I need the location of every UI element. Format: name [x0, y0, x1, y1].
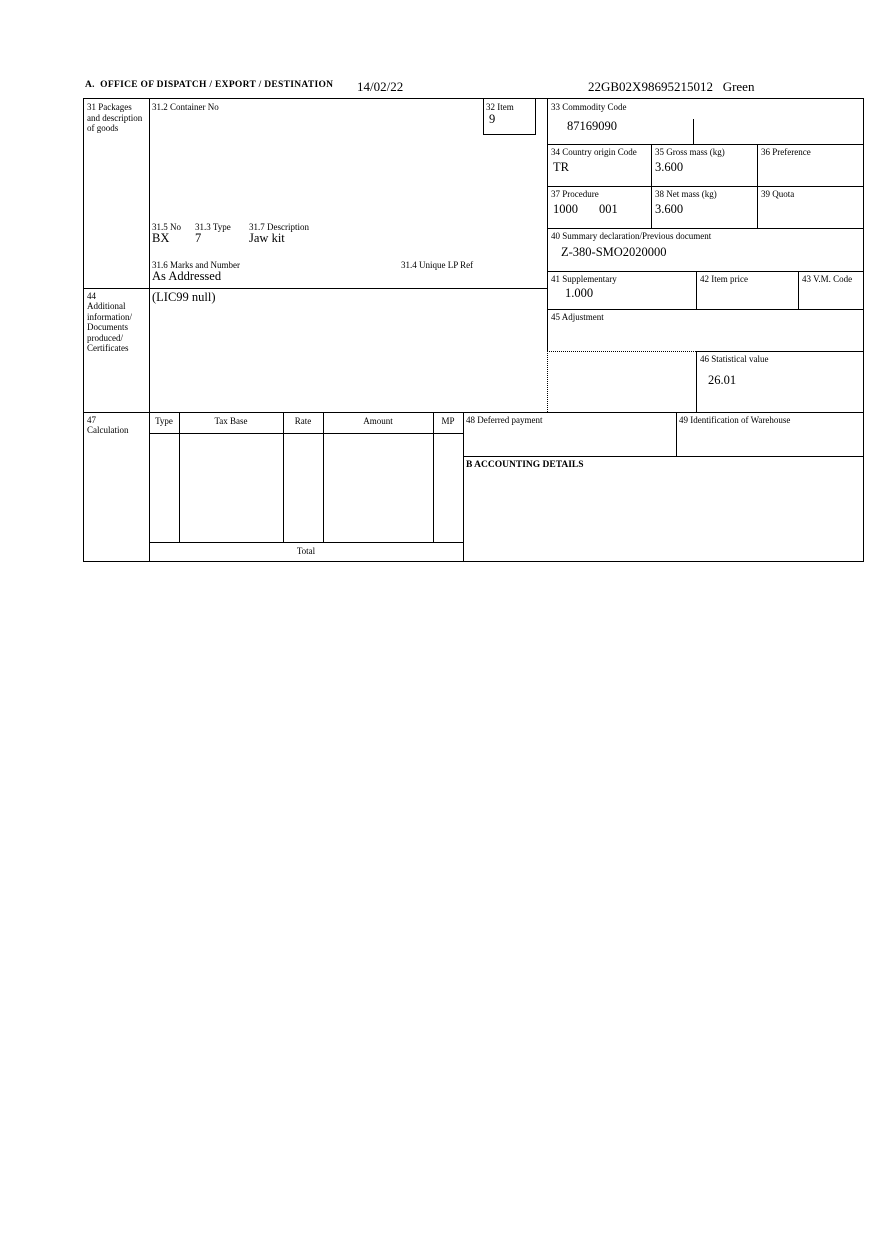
box47-column-tax-base: Tax Base	[214, 416, 248, 426]
box31-packages-label: 31 Packages and description of goods	[87, 102, 143, 133]
box39-quota-label: 39 Quota	[761, 189, 795, 199]
box47-column-type: Type	[155, 416, 173, 426]
divider-line	[676, 412, 677, 456]
box40-summary-declaration-value: Z-380-SMO2020000	[561, 245, 667, 259]
divider-line	[84, 288, 547, 289]
box48-deferred-payment-label: 48 Deferred payment	[466, 415, 543, 425]
box31-marks-number-label: 31.6 Marks and Number	[152, 260, 240, 270]
box32-item-value: 9	[489, 112, 496, 126]
divider-line	[547, 144, 863, 145]
box34-country-origin-label: 34 Country origin Code	[551, 147, 637, 157]
box32-item-label: 32 Item	[486, 102, 514, 112]
divider-line	[547, 309, 863, 310]
box35-gross-mass-value: 3.600	[655, 160, 684, 174]
box37-procedure-label: 37 Procedure	[551, 189, 599, 199]
box31-no-label: 31.5 No	[152, 222, 181, 232]
divider-line	[547, 186, 863, 187]
divider-line	[798, 271, 799, 309]
divider-line	[483, 99, 484, 134]
box49-warehouse-label: 49 Identification of Warehouse	[679, 415, 791, 425]
box42-item-price-label: 42 Item price	[700, 274, 748, 284]
divider-line	[696, 351, 863, 352]
box38-net-mass-label: 38 Net mass (kg)	[655, 189, 717, 199]
box34-country-origin-value: TR	[553, 160, 569, 174]
box37-procedure-value-left: 1000	[553, 202, 578, 216]
divider-line	[323, 412, 324, 542]
divider-line	[149, 99, 150, 561]
divider-line	[535, 99, 536, 134]
box31-marks-number-value: As Addressed	[152, 269, 222, 283]
box41-supplementary-label: 41 Supplementary	[551, 274, 617, 284]
box31-type-value: 7	[195, 231, 202, 245]
declaration-reference: 22GB02X98695215012 Green	[588, 79, 755, 94]
divider-line	[149, 542, 463, 543]
box47-column-mp: MP	[441, 416, 455, 426]
commodity-code-tick-line	[693, 119, 694, 144]
divider-line	[149, 433, 463, 434]
boxB-accounting-details-label: B ACCOUNTING DETAILS	[466, 460, 584, 470]
divider-line	[463, 456, 863, 457]
office-of-dispatch-label: A. OFFICE OF DISPATCH / EXPORT / DESTINATION	[85, 80, 334, 90]
box40-summary-declaration-label: 40 Summary declaration/Previous document	[551, 231, 712, 241]
box35-gross-mass-label: 35 Gross mass (kg)	[655, 147, 725, 157]
box45-adjustment-label: 45 Adjustment	[551, 312, 604, 322]
box31-unique-lp-ref-label: 31.4 Unique LP Ref	[401, 260, 474, 270]
box38-net-mass-value: 3.600	[655, 202, 684, 216]
declaration-date: 14/02/22	[357, 79, 404, 94]
form-grid	[83, 98, 864, 562]
divider-line	[433, 412, 434, 542]
box36-preference-label: 36 Preference	[761, 147, 811, 157]
box33-commodity-code-value: 87169090	[567, 119, 617, 133]
box44-additional-info-value: (LIC99 null)	[152, 290, 216, 304]
divider-line	[547, 228, 863, 229]
dotted-divider-line	[547, 351, 696, 352]
dotted-divider-line	[547, 351, 548, 412]
box31-description-value: Jaw kit	[249, 231, 285, 245]
box43-vm-code-label: 43 V.M. Code	[802, 274, 853, 284]
box44-additional-info-label: Additional information/ Documents produced/ Certificates	[87, 301, 132, 353]
divider-line	[483, 134, 536, 135]
box31-container-no-label: 31.2 Container No	[152, 102, 219, 112]
divider-line	[283, 412, 284, 542]
box41-supplementary-value: 1.000	[565, 286, 594, 300]
divider-line	[696, 351, 697, 412]
box47-calculation-label: Calculation	[87, 425, 129, 435]
box46-statistical-value-value: 26.01	[708, 373, 737, 387]
box47-total-label: Total	[296, 546, 316, 556]
box47-number: 47	[87, 415, 96, 425]
box37-procedure-value-right: 001	[599, 202, 618, 216]
box44-number: 44	[87, 291, 96, 301]
box47-column-amount: Amount	[363, 416, 393, 426]
divider-line	[696, 271, 697, 309]
divider-line	[84, 412, 863, 413]
divider-line	[547, 99, 548, 351]
box46-statistical-value-label: 46 Statistical value	[700, 354, 769, 364]
box31-type-label: 31.3 Type	[195, 222, 231, 232]
box31-no-value: BX	[152, 231, 170, 245]
divider-line	[463, 412, 464, 561]
box47-column-rate: Rate	[294, 416, 312, 426]
divider-line	[179, 412, 180, 542]
box31-description-label: 31.7 Description	[249, 222, 309, 232]
divider-line	[547, 271, 863, 272]
box33-commodity-code-label: 33 Commodity Code	[551, 102, 627, 112]
